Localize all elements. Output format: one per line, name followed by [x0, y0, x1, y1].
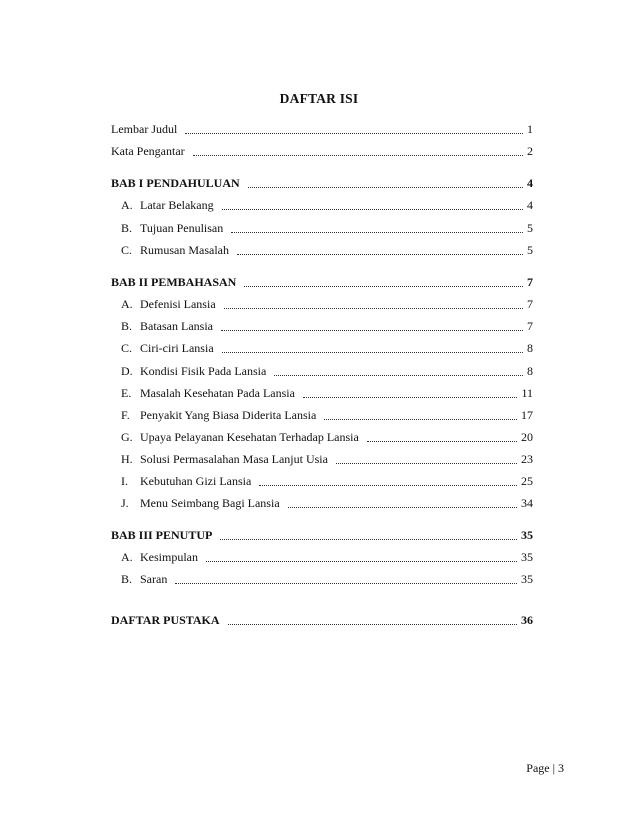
- toc-entry-text: Kondisi Fisik Pada Lansia: [140, 364, 267, 378]
- toc-entry-letter: B.: [121, 572, 133, 586]
- toc-entry-bab-2-h[interactable]: [121, 450, 533, 466]
- toc-entry-letter: A.: [121, 297, 133, 311]
- toc-entry-daftar-pustaka[interactable]: [111, 611, 533, 627]
- toc-entry-letter: C.: [121, 341, 133, 355]
- toc-page-number: 23: [521, 452, 533, 466]
- toc-entry-letter: D.: [121, 364, 133, 378]
- toc-page-number: 35: [521, 550, 533, 564]
- toc-dot-leader: [231, 232, 523, 233]
- toc-page-number: 25: [521, 474, 533, 488]
- toc-entry-text: Latar Belakang: [140, 198, 214, 212]
- toc-entry-bab-2-a[interactable]: [121, 295, 533, 311]
- toc-dot-leader: [324, 419, 517, 420]
- toc-page-number: 8: [527, 341, 533, 355]
- toc-entry-text: Menu Seimbang Bagi Lansia: [140, 496, 280, 510]
- toc-page-number: 7: [527, 275, 533, 289]
- toc-entry-bab-2-g[interactable]: [121, 428, 533, 444]
- toc-entry-bab-1-c[interactable]: [121, 241, 533, 257]
- toc-entry-bab-1-b[interactable]: [121, 219, 533, 235]
- toc-dot-leader: [274, 375, 523, 376]
- page-title: DAFTAR ISI: [279, 91, 359, 106]
- toc-entry-text: Ciri-ciri Lansia: [140, 341, 214, 355]
- toc-dot-leader: [220, 539, 517, 540]
- toc-dot-leader: [193, 155, 523, 156]
- toc-chapter-text: BAB III PENUTUP: [111, 528, 213, 542]
- toc-entry-bab-3-a[interactable]: [121, 548, 533, 564]
- toc-chapter-text: BAB II PEMBAHASAN: [111, 275, 237, 289]
- toc-page-number: 7: [527, 297, 533, 311]
- toc-entry-bab-1-a[interactable]: [121, 196, 533, 212]
- toc-entry-letter: G.: [121, 430, 133, 444]
- toc-entry-bab-2[interactable]: [111, 273, 533, 289]
- toc-entry-text: Rumusan Masalah: [140, 243, 229, 257]
- toc-page-number: 4: [527, 198, 533, 212]
- toc-dot-leader: [224, 308, 523, 309]
- toc-dot-leader: [222, 209, 523, 210]
- toc-page-number: 17: [521, 408, 533, 422]
- toc-entry-letter: A.: [121, 198, 133, 212]
- toc-dot-leader: [237, 254, 523, 255]
- toc-dot-leader: [222, 352, 523, 353]
- toc-entry-bab-2-e[interactable]: [121, 384, 533, 400]
- toc-dot-leader: [185, 133, 523, 134]
- toc-page-number: 34: [521, 496, 533, 510]
- toc-entry-bab-1[interactable]: [111, 174, 533, 190]
- toc-entry-letter: C.: [121, 243, 133, 257]
- toc-page-number: 20: [521, 430, 533, 444]
- toc-entry-letter: B.: [121, 319, 133, 333]
- toc-dot-leader: [228, 624, 517, 625]
- toc-entry-text: Kebutuhan Gizi Lansia: [140, 474, 252, 488]
- toc-entry-letter: E.: [121, 386, 132, 400]
- toc-page-number: 5: [527, 221, 533, 235]
- toc-entry-letter: B.: [121, 221, 133, 235]
- toc-entry-bab-2-b[interactable]: [121, 317, 533, 333]
- toc-page-number: 7: [527, 319, 533, 333]
- page-number-footer: Page | 3: [526, 761, 564, 775]
- toc-entry-text: Batasan Lansia: [140, 319, 213, 333]
- toc-page-number: 8: [527, 364, 533, 378]
- toc-dot-leader: [221, 330, 523, 331]
- toc-entry-letter: J.: [121, 496, 129, 510]
- toc-page-number: 35: [521, 572, 533, 586]
- toc-page-number: 5: [527, 243, 533, 257]
- toc-page-number: 2: [527, 144, 533, 158]
- toc-page-number: 4: [527, 176, 533, 190]
- toc-dot-leader: [248, 187, 523, 188]
- toc-entry-text: Tujuan Penulisan: [140, 221, 224, 235]
- toc-entry-letter: I.: [121, 474, 128, 488]
- toc-page-number: 11: [521, 386, 533, 400]
- toc-dot-leader: [288, 507, 517, 508]
- toc-entry-bab-2-f[interactable]: [121, 406, 533, 422]
- toc-dot-leader: [206, 561, 517, 562]
- toc-dot-leader: [367, 441, 517, 442]
- toc-page-number: 35: [521, 528, 533, 542]
- toc-page-number: 36: [521, 613, 533, 627]
- toc-entry-text: Lembar Judul: [111, 122, 178, 136]
- toc-entry-bab-2-c[interactable]: [121, 339, 533, 355]
- toc-dot-leader: [175, 583, 517, 584]
- toc-entry-text: Penyakit Yang Biasa Diderita Lansia: [140, 408, 317, 422]
- toc-dot-leader: [259, 485, 517, 486]
- toc-dot-leader: [303, 397, 517, 398]
- toc-entry-bab-2-j[interactable]: [121, 494, 533, 510]
- toc-entry-text: Saran: [140, 572, 168, 586]
- toc-entry-bab-3[interactable]: [111, 526, 533, 542]
- toc-page-number: 1: [527, 122, 533, 136]
- toc-entry-text: Defenisi Lansia: [140, 297, 216, 311]
- toc-dot-leader: [336, 463, 517, 464]
- toc-entry-lembar-judul[interactable]: [111, 120, 533, 136]
- toc-dot-leader: [244, 286, 523, 287]
- toc-entry-letter: H.: [121, 452, 133, 466]
- toc-entry-text: Kesimpulan: [140, 550, 198, 564]
- toc-entry-text: Masalah Kesehatan Pada Lansia: [140, 386, 295, 400]
- toc-entry-text: Upaya Pelayanan Kesehatan Terhadap Lansia: [140, 430, 359, 444]
- toc-entry-bab-2-i[interactable]: [121, 472, 533, 488]
- toc-entry-letter: A.: [121, 550, 133, 564]
- toc-chapter-text: BAB I PENDAHULUAN: [111, 176, 240, 190]
- toc-entry-text: Kata Pengantar: [111, 144, 185, 158]
- toc-entry-bab-3-b[interactable]: [121, 570, 533, 586]
- toc-entry-letter: F.: [121, 408, 130, 422]
- toc-entry-kata-pengantar[interactable]: [111, 142, 533, 158]
- toc-chapter-text: DAFTAR PUSTAKA: [111, 613, 220, 627]
- toc-entry-text: Solusi Permasalahan Masa Lanjut Usia: [140, 452, 328, 466]
- toc-entry-bab-2-d[interactable]: [121, 362, 533, 378]
